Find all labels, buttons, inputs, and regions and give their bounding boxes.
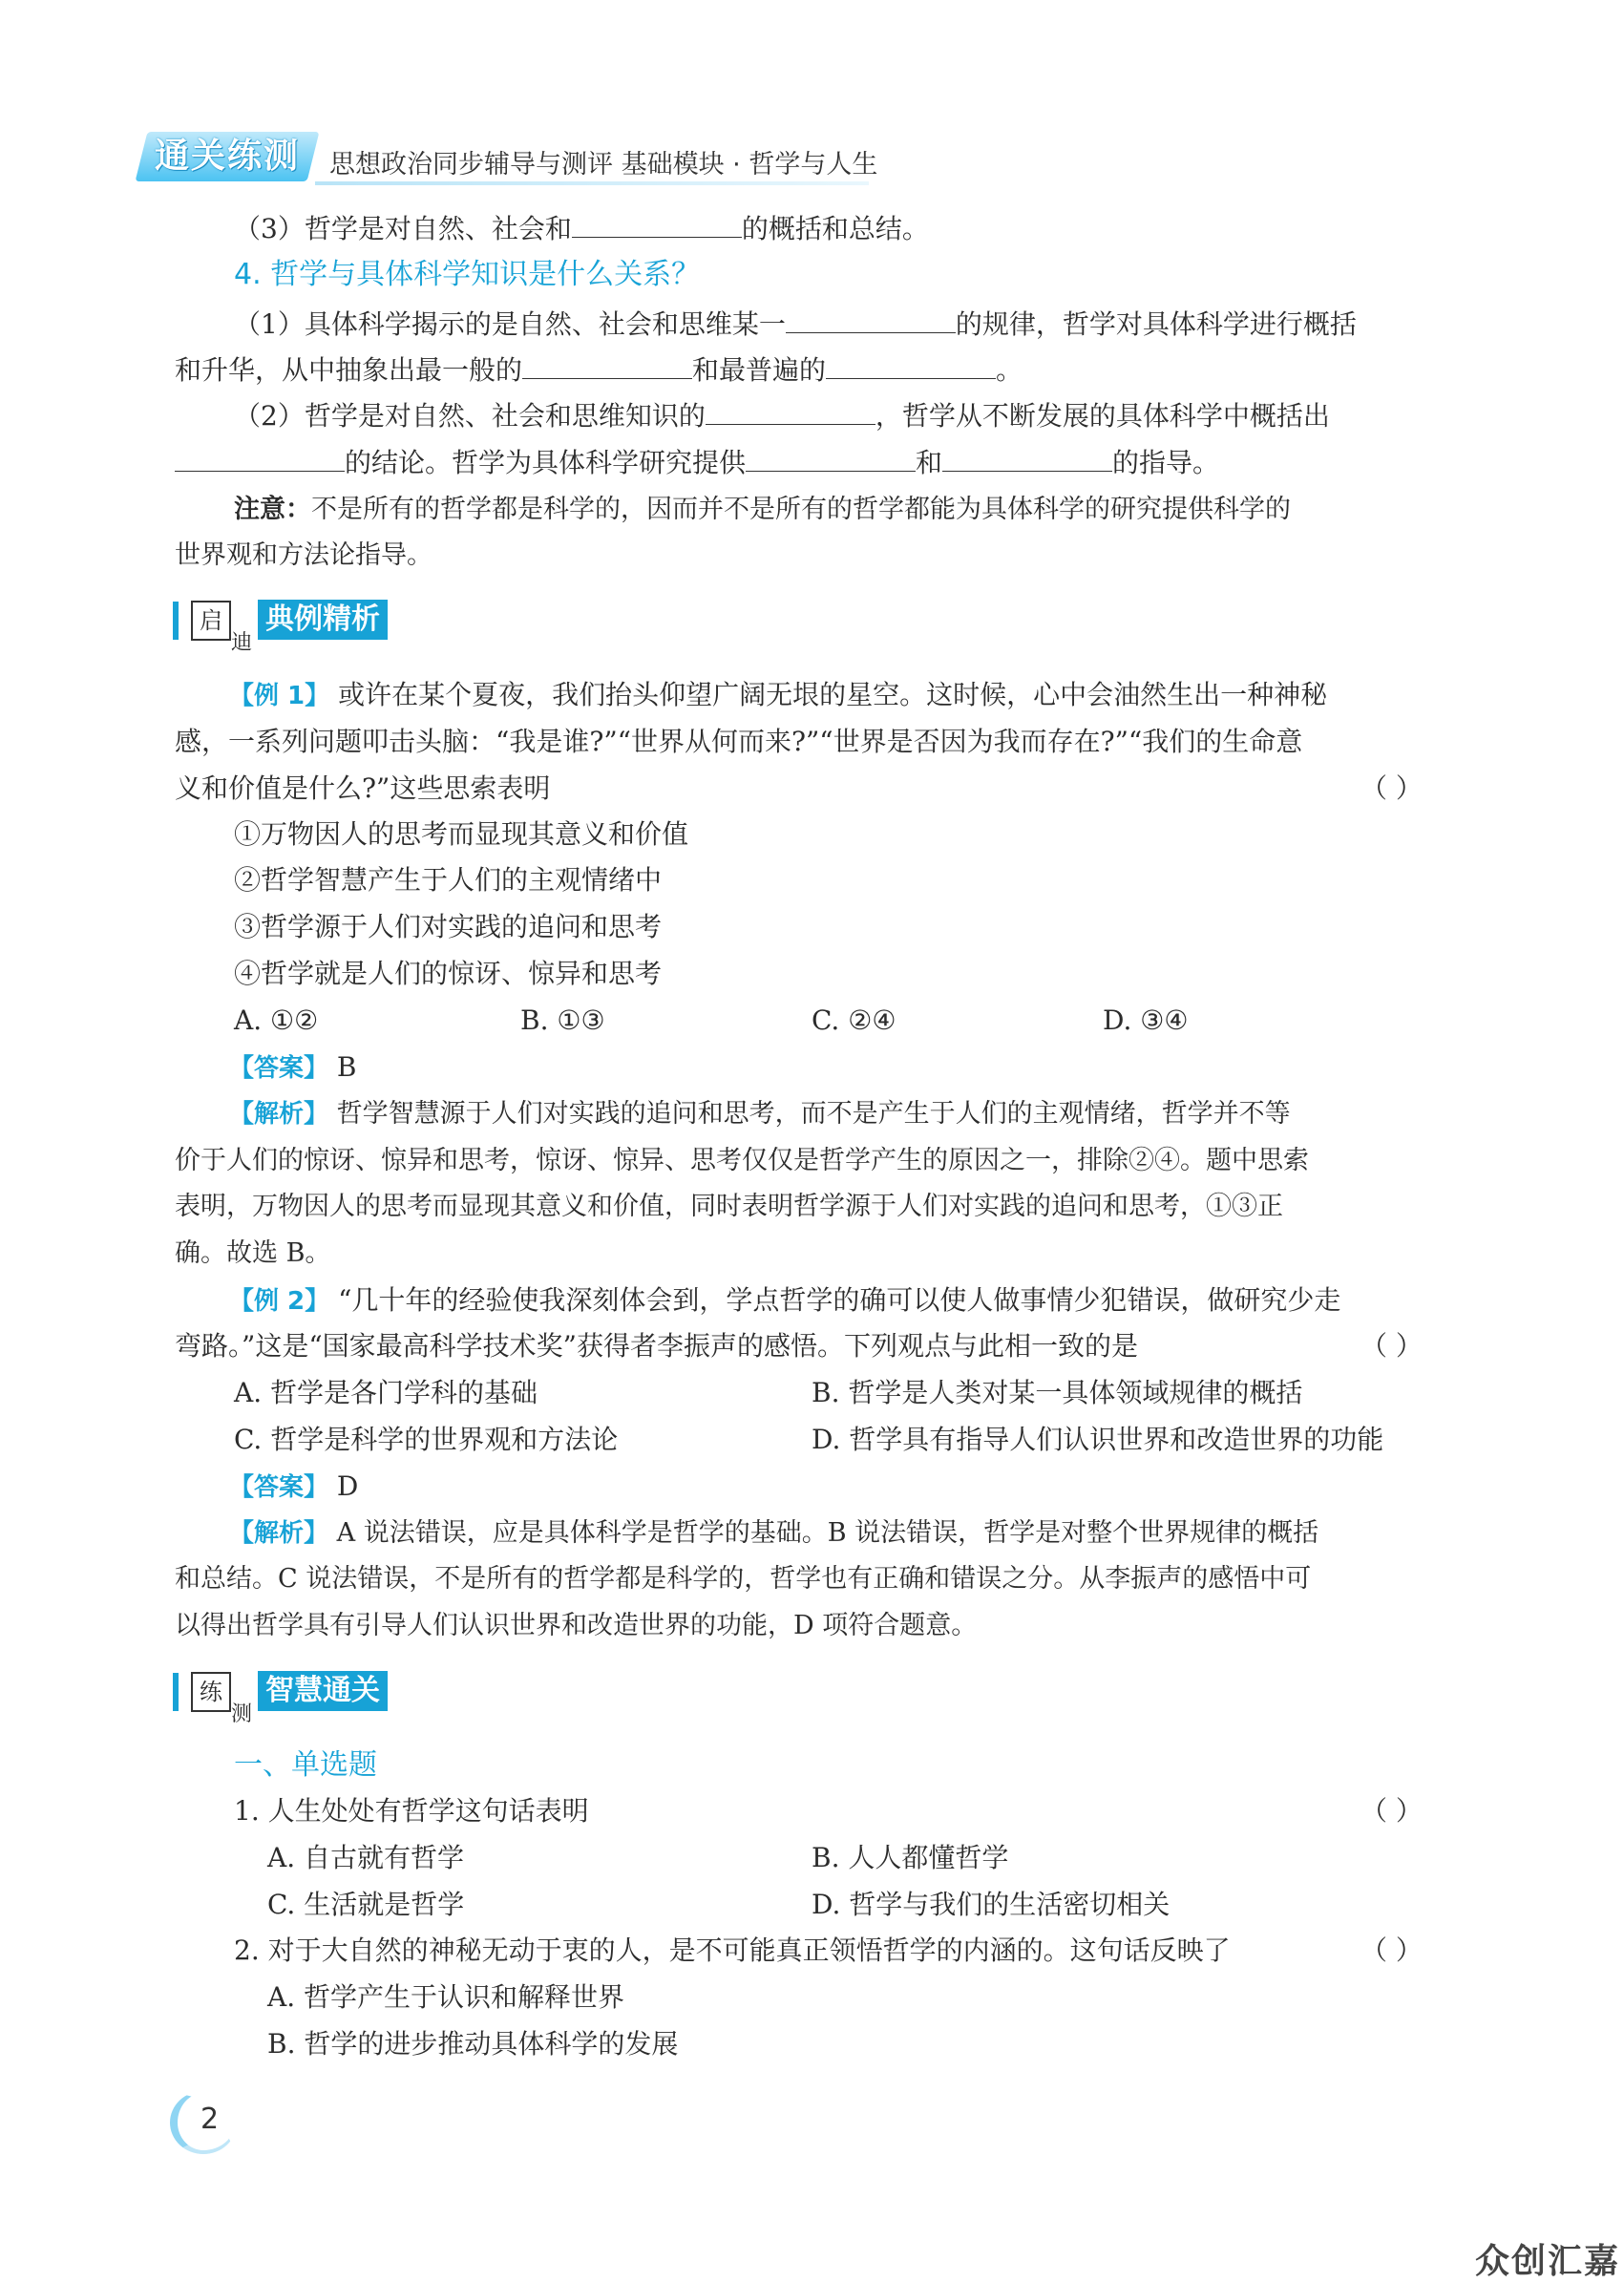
blank-field[interactable]: [522, 351, 692, 379]
q1-choice-c: C. 生活就是哲学: [267, 1889, 465, 1920]
statement-3: ③哲学源于人们对实践的追问和思考: [234, 911, 663, 942]
page-number: 2: [200, 2103, 220, 2136]
explanation-line2: 价于人们的惊讶、惊异和思考，惊讶、惊异、思考仅仅是哲学产生的原因之一，排除②④。题中思索: [175, 1146, 1309, 1175]
example-2-line2: 弯路。”这是“国家最高科学技术奖”获得者李振声的感悟。下列观点与此相一致的是: [175, 1330, 1138, 1362]
choice-a: A. 哲学是各门学科的基础: [234, 1377, 538, 1408]
question-4-title: 4. 哲学与具体科学知识是什么关系？: [234, 258, 701, 291]
section-badge-sub: 迪: [231, 631, 253, 655]
section-marker: [173, 1673, 179, 1711]
note-line1: 注意：不是所有的哲学都是科学的，因而并不是所有的哲学都能为具体科学的研究提供科学的: [234, 495, 1291, 524]
answer-line: 【答案】 B: [229, 1051, 357, 1083]
section-badge: 启: [191, 601, 231, 641]
item-3: （3）哲学是对自然、社会和 的概括和总结。: [234, 208, 929, 250]
choice-a: A. ①②: [234, 1004, 319, 1036]
q1-choice-d: D. 哲学与我们的生活密切相关: [812, 1889, 1171, 1920]
item-4-2-line1: （2）哲学是对自然、社会和思维知识的 ，哲学从不断发展的具体科学中概括出: [234, 395, 1330, 437]
statement-1: ①万物因人的思考而显现其意义和价值: [234, 818, 689, 850]
explanation-line4: 确。故选 B。: [175, 1238, 331, 1268]
q1-choice-b: B. 人人都懂哲学: [812, 1842, 1009, 1873]
statement-4: ④哲学就是人们的惊讶、惊异和思考: [234, 958, 663, 989]
explanation-line3: 以得出哲学具有引导人们认识世界和改造世界的功能，D 项符合题意。: [175, 1611, 978, 1640]
note-line2: 世界观和方法论指导。: [175, 540, 432, 570]
section-marker: [173, 602, 179, 640]
answer-bracket: （ ）: [1360, 1795, 1423, 1827]
blank-field[interactable]: [572, 210, 742, 238]
item-4-1-line2: 和升华，从中抽象出最一般的 和最普遍的 。: [175, 349, 1023, 391]
example-2-line1: 【例 2】 “几十年的经验使我深刻体会到，学点哲学的确可以使人做事情少犯错误，做研究少走: [229, 1284, 1341, 1316]
choice-c: C. 哲学是科学的世界观和方法论: [234, 1424, 619, 1455]
q2-choice-a: A. 哲学产生于认识和解释世界: [267, 1981, 625, 2013]
blank-field[interactable]: [826, 351, 996, 379]
section-badge: 练: [191, 1672, 231, 1712]
choice-c: C. ②④: [812, 1004, 896, 1036]
header-rule: [315, 181, 869, 185]
choice-d: D. 哲学具有指导人们认识世界和改造世界的功能: [812, 1424, 1384, 1455]
choice-b: B. ①③: [520, 1004, 605, 1036]
example-1-line1: 【例 1】 或许在某个夏夜，我们抬头仰望广阔无垠的星空。这时候，心中会油然生出一种神秘: [229, 679, 1328, 710]
blank-field[interactable]: [942, 444, 1112, 472]
answer-line: 【答案】 D: [229, 1470, 359, 1502]
answer-bracket: （ ）: [1360, 1934, 1423, 1966]
question-1: 1. 人生处处有哲学这句话表明: [234, 1795, 589, 1827]
explanation-line2: 和总结。C 说法错误，不是所有的哲学都是科学的，哲学也有正确和错误之分。从李振声的感悟中可: [175, 1564, 1312, 1594]
question-2: 2. 对于大自然的神秘无动于衷的人，是不可能真正领悟哲学的内涵的。这句话反映了: [234, 1934, 1231, 1966]
explanation-line3: 表明，万物因人的思考而显现其意义和价值，同时表明哲学源于人们对实践的追问和思考，①③正: [175, 1192, 1283, 1221]
explanation-line1: 【解析】 A 说法错误，应是具体科学是哲学的基础。B 说法错误，哲学是对整个世界规律的概括: [229, 1518, 1319, 1548]
blank-field[interactable]: [706, 397, 875, 425]
example-1-line2: 感，一系列问题叩击头脑：“我是谁?”“世界从何而来?”“世界是否因为我而存在?”“我们的生命意: [175, 726, 1303, 757]
choice-d: D. ③④: [1103, 1004, 1189, 1036]
brand-logo: 通关练测: [136, 132, 320, 181]
header-title: 思想政治同步辅导与测评 基础模块 · 哲学与人生: [329, 150, 878, 180]
item-4-2-line2: 的结论。哲学为具体科学研究提供 和 的指导。: [175, 442, 1219, 484]
example-1-line3: 义和价值是什么?”这些思索表明: [175, 772, 551, 804]
answer-bracket: （ ）: [1360, 1330, 1423, 1362]
q2-choice-b: B. 哲学的进步推动具体科学的发展: [267, 2028, 679, 2060]
explanation-line1: 【解析】 哲学智慧源于人们对实践的追问和思考，而不是产生于人们的主观情绪，哲学并不等: [229, 1099, 1291, 1129]
blank-field[interactable]: [175, 444, 345, 472]
item-4-1-line1: （1）具体科学揭示的是自然、社会和思维某一 的规律，哲学对具体科学进行概括: [234, 304, 1357, 346]
blank-field[interactable]: [786, 306, 956, 333]
quiz-heading: 一、单选题: [234, 1748, 377, 1782]
blank-field[interactable]: [746, 444, 916, 472]
statement-2: ②哲学智慧产生于人们的主观情绪中: [234, 864, 663, 896]
answer-bracket: （ ）: [1360, 772, 1423, 804]
watermark: 众创汇嘉: [1475, 2242, 1621, 2281]
choice-b: B. 哲学是人类对某一具体领域规律的概括: [812, 1377, 1303, 1408]
section-badge-sub: 测: [231, 1702, 253, 1726]
q1-choice-a: A. 自古就有哲学: [267, 1842, 465, 1873]
section-title: 智慧通关: [258, 1671, 388, 1711]
section-title: 典例精析: [258, 600, 388, 640]
